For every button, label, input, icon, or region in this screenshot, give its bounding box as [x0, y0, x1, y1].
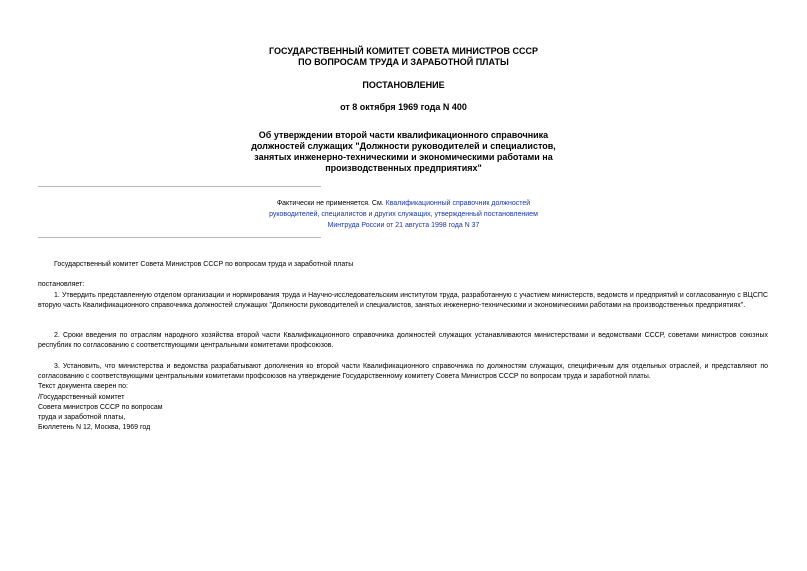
paragraph-2: 2. Сроки введения по отраслям народного хозяйства второй части Квалификационного справочника должностей служащих устанавливаются министерствами и ведомствами СССР, советами министров союзных республик по согласованию с соответствующими центральными комитетами профсоюзов.	[38, 332, 768, 349]
resolves-line: постановляет:	[38, 281, 85, 288]
applicability-note-line1	[0, 199, 807, 209]
reference-link-part2[interactable]: руководителей, специалистов и других служащих, утвержденный постановлением	[269, 211, 538, 218]
divider-bottom	[38, 237, 321, 238]
applicability-note-prefix: Фактически не применяется. См.	[276, 200, 386, 207]
issuer-heading-line2: ПО ВОПРОСАМ ТРУДА И ЗАРАБОТНОЙ ПЛАТЫ	[298, 57, 509, 67]
paragraph-3: 3. Установить, что министерства и ведомства разрабатывают дополнения ко второй части Квалификационного справочника по должностям служащих, специфичным для отдельных отраслей, и представляют по согласованию с соответствующими центральными комитетами профсоюзов на утверждение Государственному комитету Совета Министров СССР по вопросам труда и заработной платы.	[38, 363, 768, 380]
source-note-line2: /Государственный комитет	[38, 394, 125, 401]
document-type: ПОСТАНОВЛЕНИЕ	[362, 80, 445, 90]
issuer-heading-line1: ГОСУДАРСТВЕННЫЙ КОМИТЕТ СОВЕТА МИНИСТРОВ СССР	[268, 46, 538, 56]
document-title-line2: должностей служащих "Должности руководителей и специалистов,	[251, 141, 556, 151]
issuer-paragraph: Государственный комитет Совета Министров СССР по вопросам труда и заработной платы	[54, 261, 354, 268]
reference-link-part1[interactable]: Квалификационный справочник должностей	[385, 200, 531, 207]
reference-link-part3[interactable]: Минтруда России от 21 августа 1998 года N 37	[327, 222, 480, 229]
document-title-line4: производственных предприятиях"	[325, 163, 482, 173]
source-note-line3: Совета министров СССР по вопросам	[38, 404, 163, 411]
divider-top	[38, 186, 321, 187]
source-note-line4: труда и заработной платы,	[38, 414, 126, 421]
document-date-number: от 8 октября 1969 года N 400	[340, 102, 467, 112]
source-note-line1: Текст документа сверен по:	[38, 383, 128, 390]
document-title-line3: занятых инженерно-техническими и экономическими работами на	[254, 152, 553, 162]
source-note-line5: Бюллетень N 12, Москва, 1969 год	[38, 424, 151, 431]
paragraph-1: 1. Утвердить представленную отделом организации и нормирования труда и Научно-исследовательским институтом труда, разработанную с участием министерств, ведомств и предприятий и согласованную с ВЦСПС вторую часть Квалификационного справочника должностей служащих "Должности руководителей и специалистов, занятых инженерно-техническими и экономическими работами на производственных предприятиях".	[38, 292, 768, 309]
document-title-line1: Об утверждении второй части квалификационного справочника	[258, 130, 549, 140]
